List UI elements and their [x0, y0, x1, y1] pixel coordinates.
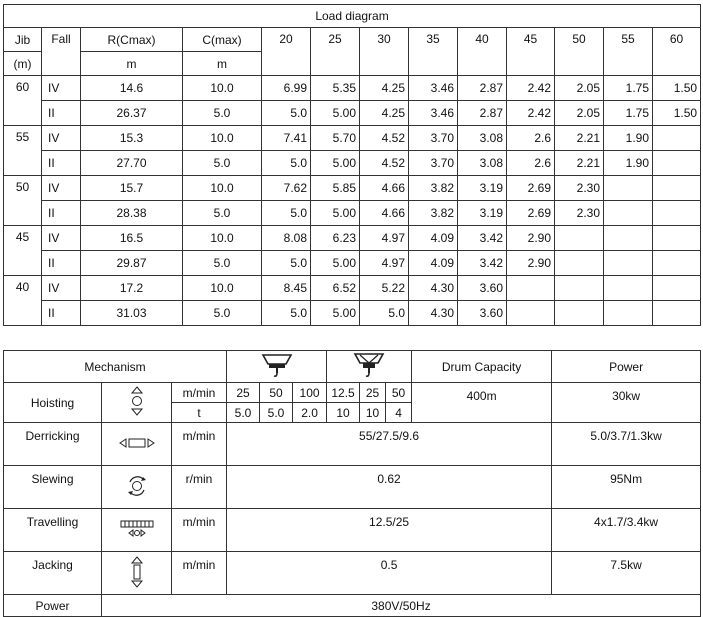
r-cmax-value: 17.2 — [81, 276, 183, 301]
fall-value: IV — [42, 276, 81, 301]
fall-value: IV — [42, 76, 81, 101]
radius-header: 60 — [653, 28, 701, 76]
hoisting-load-value: 10 — [360, 403, 386, 423]
r-cmax-value: 31.03 — [81, 301, 183, 326]
c-max-value: 10.0 — [183, 176, 262, 201]
radius-header: 50 — [555, 28, 604, 76]
load-value: 5.00 — [311, 151, 360, 176]
hoisting-load-value: 4 — [386, 403, 412, 423]
load-value: 3.08 — [458, 126, 507, 151]
load-value: 8.45 — [262, 276, 311, 301]
load-value — [507, 276, 555, 301]
c-max-value: 5.0 — [183, 101, 262, 126]
load-value: 4.09 — [409, 226, 458, 251]
load-value: 4.30 — [409, 276, 458, 301]
c-max-value: 10.0 — [183, 276, 262, 301]
load-value: 5.0 — [262, 301, 311, 326]
jacking-icon — [102, 552, 172, 595]
load-value — [653, 126, 701, 151]
hoisting-speed-value: 50 — [386, 383, 412, 403]
load-value: 5.35 — [311, 76, 360, 101]
r-cmax-value: 16.5 — [81, 226, 183, 251]
load-value — [653, 201, 701, 226]
power-header: Power — [552, 351, 701, 383]
derricking-unit: m/min — [172, 423, 227, 466]
load-value: 4.25 — [360, 101, 409, 126]
hoisting-load-value: 10 — [327, 403, 360, 423]
load-value: 1.75 — [604, 76, 653, 101]
radius-header: 45 — [507, 28, 555, 76]
slewing-icon — [102, 466, 172, 509]
load-value: 4.52 — [360, 151, 409, 176]
travelling-power-value: 4x1.7/3.4kw — [552, 509, 701, 552]
r-cmax-value: 27.70 — [81, 151, 183, 176]
load-value: 7.41 — [262, 126, 311, 151]
load-value: 4.66 — [360, 201, 409, 226]
radius-header: 20 — [262, 28, 311, 76]
load-value: 2.87 — [458, 76, 507, 101]
fall-value: IV — [42, 126, 81, 151]
drum-capacity-value: 400m — [412, 383, 552, 423]
radius-header: 40 — [458, 28, 507, 76]
load-value: 5.0 — [360, 301, 409, 326]
r-cmax-value: 15.3 — [81, 126, 183, 151]
load-value: 7.62 — [262, 176, 311, 201]
load-value — [507, 301, 555, 326]
hoisting-speed-value: 25 — [360, 383, 386, 403]
load-value — [604, 201, 653, 226]
load-value — [604, 176, 653, 201]
fall-header: Fall — [42, 28, 81, 76]
load-value: 3.46 — [409, 76, 458, 101]
hoisting-speed-value: 12.5 — [327, 383, 360, 403]
load-value: 3.42 — [458, 251, 507, 276]
c-header: C(max) — [183, 28, 262, 52]
load-value: 5.22 — [360, 276, 409, 301]
r-cmax-value: 28.38 — [81, 201, 183, 226]
load-value — [555, 276, 604, 301]
load-value: 2.90 — [507, 251, 555, 276]
hook-block-4fall-icon — [227, 351, 327, 383]
power-supply-label: Power — [4, 595, 102, 617]
load-row — [4, 226, 701, 251]
load-value — [555, 226, 604, 251]
load-value: 2.05 — [555, 76, 604, 101]
load-value: 6.99 — [262, 76, 311, 101]
load-value — [653, 301, 701, 326]
load-value — [604, 226, 653, 251]
c-max-value: 5.0 — [183, 201, 262, 226]
load-diagram-table — [3, 4, 701, 326]
radius-header: 25 — [311, 28, 360, 76]
slewing-unit: r/min — [172, 466, 227, 509]
load-value: 3.08 — [458, 151, 507, 176]
r-header: R(Cmax) — [81, 28, 183, 52]
radius-header: 35 — [409, 28, 458, 76]
load-diagram-title: Load diagram — [4, 5, 701, 28]
c-max-value: 10.0 — [183, 226, 262, 251]
jib-length: 40 — [4, 276, 42, 326]
load-value: 5.0 — [262, 251, 311, 276]
load-row — [4, 201, 701, 226]
load-row — [4, 101, 701, 126]
travelling-label: Travelling — [4, 509, 102, 552]
load-value: 6.52 — [311, 276, 360, 301]
hoisting-load-unit: t — [172, 403, 227, 423]
derricking-power-value: 5.0/3.7/1.3kw — [552, 423, 701, 466]
jib-unit: (m) — [4, 52, 42, 76]
hook-block-2fall-icon — [327, 351, 412, 383]
mechanism-table — [3, 350, 701, 617]
fall-value: II — [42, 101, 81, 126]
load-value: 4.66 — [360, 176, 409, 201]
load-value: 5.0 — [262, 101, 311, 126]
load-row — [4, 276, 701, 301]
load-value: 5.85 — [311, 176, 360, 201]
travelling-unit: m/min — [172, 509, 227, 552]
jib-length: 45 — [4, 226, 42, 276]
travelling-value: 12.5/25 — [227, 509, 552, 552]
power-supply-value: 380V/50Hz — [102, 595, 701, 617]
jacking-unit: m/min — [172, 552, 227, 595]
hoisting-speed-value: 100 — [293, 383, 327, 403]
load-value: 5.00 — [311, 301, 360, 326]
slewing-value: 0.62 — [227, 466, 552, 509]
load-value: 4.97 — [360, 251, 409, 276]
load-row — [4, 301, 701, 326]
radius-header: 30 — [360, 28, 409, 76]
load-value — [604, 276, 653, 301]
fall-value: II — [42, 201, 81, 226]
load-value: 2.6 — [507, 126, 555, 151]
derricking-label: Derricking — [4, 423, 102, 466]
travelling-icon — [102, 509, 172, 552]
load-value: 4.52 — [360, 126, 409, 151]
load-value: 2.42 — [507, 76, 555, 101]
hoisting-label: Hoisting — [4, 383, 102, 423]
load-row — [4, 151, 701, 176]
load-value — [555, 251, 604, 276]
hoisting-power-value: 30kw — [552, 383, 701, 423]
load-value: 6.23 — [311, 226, 360, 251]
load-value: 8.08 — [262, 226, 311, 251]
hoist-icon — [102, 383, 172, 423]
mechanism-header: Mechanism — [4, 351, 227, 383]
load-value — [604, 301, 653, 326]
load-value: 3.60 — [458, 276, 507, 301]
radius-header: 55 — [604, 28, 653, 76]
load-value: 2.21 — [555, 126, 604, 151]
c-unit: m — [183, 52, 262, 76]
load-value: 2.30 — [555, 176, 604, 201]
load-value: 4.09 — [409, 251, 458, 276]
slewing-label: Slewing — [4, 466, 102, 509]
r-unit: m — [81, 52, 183, 76]
load-value — [555, 301, 604, 326]
c-max-value: 5.0 — [183, 301, 262, 326]
derricking-value: 55/27.5/9.6 — [227, 423, 552, 466]
fall-value: II — [42, 251, 81, 276]
fall-value: IV — [42, 226, 81, 251]
load-value — [604, 251, 653, 276]
jib-length: 55 — [4, 126, 42, 176]
hoisting-speed-value: 50 — [260, 383, 293, 403]
load-value: 5.00 — [311, 251, 360, 276]
load-value: 3.82 — [409, 176, 458, 201]
load-value: 2.30 — [555, 201, 604, 226]
r-cmax-value: 14.6 — [81, 76, 183, 101]
c-max-value: 5.0 — [183, 151, 262, 176]
jacking-value: 0.5 — [227, 552, 552, 595]
jacking-label: Jacking — [4, 552, 102, 595]
jib-length: 50 — [4, 176, 42, 226]
load-value: 2.90 — [507, 226, 555, 251]
load-value: 3.46 — [409, 101, 458, 126]
load-value — [653, 151, 701, 176]
load-value: 2.69 — [507, 176, 555, 201]
load-value: 1.50 — [653, 76, 701, 101]
load-value: 5.0 — [262, 201, 311, 226]
load-value: 4.25 — [360, 76, 409, 101]
hoisting-load-value: 2.0 — [293, 403, 327, 423]
load-row — [4, 76, 701, 101]
load-value — [653, 251, 701, 276]
drum-capacity-header: Drum Capacity — [412, 351, 552, 383]
load-value: 3.70 — [409, 126, 458, 151]
r-cmax-value: 26.37 — [81, 101, 183, 126]
load-value: 3.60 — [458, 301, 507, 326]
load-value: 5.00 — [311, 101, 360, 126]
load-value: 2.21 — [555, 151, 604, 176]
load-value — [653, 176, 701, 201]
load-value: 2.6 — [507, 151, 555, 176]
load-value — [653, 276, 701, 301]
slewing-power-value: 95Nm — [552, 466, 701, 509]
load-diagram-body — [4, 76, 701, 326]
jacking-power-value: 7.5kw — [552, 552, 701, 595]
hoisting-speed-value: 25 — [227, 383, 260, 403]
load-value: 2.42 — [507, 101, 555, 126]
jib-length: 60 — [4, 76, 42, 126]
c-max-value: 10.0 — [183, 126, 262, 151]
fall-value: IV — [42, 176, 81, 201]
load-value: 1.50 — [653, 101, 701, 126]
hoisting-load-value: 5.0 — [260, 403, 293, 423]
r-cmax-value: 29.87 — [81, 251, 183, 276]
load-row — [4, 126, 701, 151]
load-value: 5.0 — [262, 151, 311, 176]
load-value: 5.70 — [311, 126, 360, 151]
hoisting-load-value: 5.0 — [227, 403, 260, 423]
derricking-icon — [102, 423, 172, 466]
load-value: 3.82 — [409, 201, 458, 226]
load-value: 1.90 — [604, 151, 653, 176]
jib-header: Jib — [4, 28, 42, 52]
load-value: 2.05 — [555, 101, 604, 126]
load-value: 5.00 — [311, 201, 360, 226]
load-value: 1.75 — [604, 101, 653, 126]
load-value: 3.70 — [409, 151, 458, 176]
load-row — [4, 176, 701, 201]
load-value: 3.19 — [458, 176, 507, 201]
load-value: 4.97 — [360, 226, 409, 251]
load-value: 4.30 — [409, 301, 458, 326]
load-row — [4, 251, 701, 276]
fall-value: II — [42, 301, 81, 326]
load-value — [653, 226, 701, 251]
fall-value: II — [42, 151, 81, 176]
c-max-value: 5.0 — [183, 251, 262, 276]
load-value: 1.90 — [604, 126, 653, 151]
load-value: 3.19 — [458, 201, 507, 226]
r-cmax-value: 15.7 — [81, 176, 183, 201]
load-value: 2.87 — [458, 101, 507, 126]
load-value: 3.42 — [458, 226, 507, 251]
load-value: 2.69 — [507, 201, 555, 226]
hoisting-speed-unit: m/min — [172, 383, 227, 403]
c-max-value: 10.0 — [183, 76, 262, 101]
